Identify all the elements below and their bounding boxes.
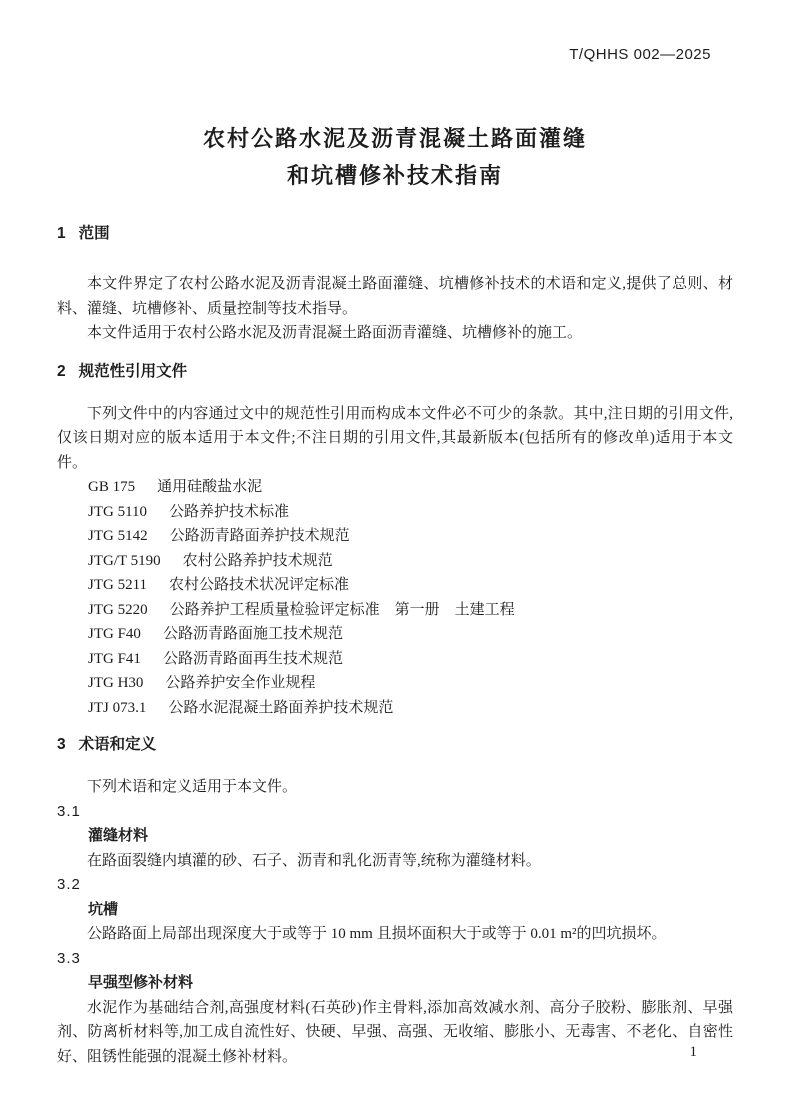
reference-title: 通用硅酸盐水泥 bbox=[157, 479, 263, 495]
reference-code: JTJ 073.1 bbox=[88, 699, 147, 716]
section-terms-number: 3 bbox=[57, 736, 66, 753]
reference-item bbox=[88, 671, 733, 696]
term-name: 坑槽 bbox=[88, 900, 119, 918]
reference-code: JTG F41 bbox=[88, 650, 141, 667]
term-name: 早强型修补材料 bbox=[88, 974, 194, 991]
reference-list bbox=[88, 475, 733, 720]
term-block-3-2 bbox=[57, 873, 733, 947]
section-scope-body bbox=[57, 272, 733, 346]
reference-item bbox=[88, 573, 733, 598]
term-definition: 公路路面上局部出现深度大于或等于 10 mm 且损坏面积大于或等于 0.01 m²的凹坑损坏。 bbox=[87, 926, 667, 942]
section-references-body bbox=[57, 402, 733, 476]
reference-code: JTG/T 5190 bbox=[88, 552, 161, 569]
term-number: 3.1 bbox=[57, 802, 81, 820]
reference-item bbox=[88, 549, 733, 574]
term-name: 灌缝材料 bbox=[88, 827, 149, 844]
reference-item bbox=[88, 622, 733, 647]
reference-code: GB 175 bbox=[88, 479, 136, 495]
reference-code: JTG 5211 bbox=[88, 577, 148, 593]
reference-title: 公路养护安全作业规程 bbox=[165, 675, 316, 691]
section-references-number: 2 bbox=[57, 362, 66, 380]
doc-title-line-2: 和坑槽修补技术指南 bbox=[286, 163, 503, 188]
term-number: 3.2 bbox=[57, 876, 81, 893]
term-number: 3.3 bbox=[57, 949, 81, 967]
reference-code: JTG 5220 bbox=[88, 601, 148, 618]
doc-title bbox=[57, 120, 733, 194]
reference-code: JTG H30 bbox=[88, 675, 144, 691]
reference-title: 公路沥青路面施工技术规范 bbox=[162, 626, 343, 642]
reference-item bbox=[88, 475, 733, 500]
term-block-3-3 bbox=[57, 947, 733, 1070]
page-number: 1 bbox=[689, 1044, 697, 1060]
section-scope-title: 范围 bbox=[78, 225, 110, 242]
reference-title: 农村公路技术状况评定标准 bbox=[169, 577, 350, 593]
reference-item bbox=[88, 500, 733, 525]
section-references-heading bbox=[57, 362, 733, 382]
section-terms-title: 术语和定义 bbox=[78, 736, 157, 753]
term-definition: 水泥作为基础结合剂,高强度材料(石英砂)作主骨料,添加高效减水剂、高分子胶粉、膨胀剂、早强剂、防离析材料等,加工成自流性好、快硬、早强、高强、无收缩、膨胀小、无毒害、不老化、自密性好、阻锈性能强的混凝土修补材料。 bbox=[57, 999, 733, 1065]
reference-code: JTG 5142 bbox=[88, 528, 148, 544]
reference-title: 公路水泥混凝土路面养护技术规范 bbox=[168, 699, 394, 716]
section-scope-heading bbox=[57, 224, 733, 244]
term-definition: 在路面裂缝内填灌的砂、石子、沥青和乳化沥青等,统称为灌缝材料。 bbox=[87, 852, 541, 869]
section-terms-heading bbox=[57, 735, 733, 755]
references-intro: 下列文件中的内容通过文中的规范性引用而构成本文件必不可少的条款。其中,注日期的引用文件,仅该日期对应的版本适用于本文件;不注日期的引用文件,其最新版本(包括所有的修改单)适用于本文件。 bbox=[57, 405, 733, 471]
section-references-title: 规范性引用文件 bbox=[78, 362, 188, 380]
reference-title: 公路养护工程质量检验评定标准 第一册 土建工程 bbox=[169, 601, 515, 618]
reference-item bbox=[88, 647, 733, 672]
doc-code: T/QHHS 002—2025 bbox=[569, 46, 711, 63]
terms-intro: 下列术语和定义适用于本文件。 bbox=[87, 779, 298, 795]
reference-code: JTG F40 bbox=[88, 626, 141, 642]
section-terms-body bbox=[57, 775, 733, 800]
reference-code: JTG 5110 bbox=[88, 503, 148, 520]
reference-title: 公路沥青路面养护技术规范 bbox=[169, 528, 350, 544]
reference-title: 公路沥青路面再生技术规范 bbox=[162, 650, 343, 667]
scope-paragraph-2: 本文件适用于农村公路水泥及沥青混凝土路面沥青灌缝、坑槽修补的施工。 bbox=[87, 325, 583, 341]
section-scope-number: 1 bbox=[57, 225, 66, 242]
reference-item bbox=[88, 598, 733, 623]
reference-item bbox=[88, 696, 733, 721]
reference-title: 农村公路养护技术规范 bbox=[182, 552, 333, 569]
reference-title: 公路养护技术标准 bbox=[169, 503, 290, 520]
term-block-3-1 bbox=[57, 800, 733, 874]
reference-item bbox=[88, 524, 733, 549]
doc-title-line-1: 农村公路水泥及沥青混凝土路面灌缝 bbox=[202, 126, 587, 151]
scope-paragraph-1: 本文件界定了农村公路水泥及沥青混凝土路面灌缝、坑槽修补技术的术语和定义,提供了总则、材料、灌缝、坑槽修补、质量控制等技术指导。 bbox=[57, 276, 733, 317]
